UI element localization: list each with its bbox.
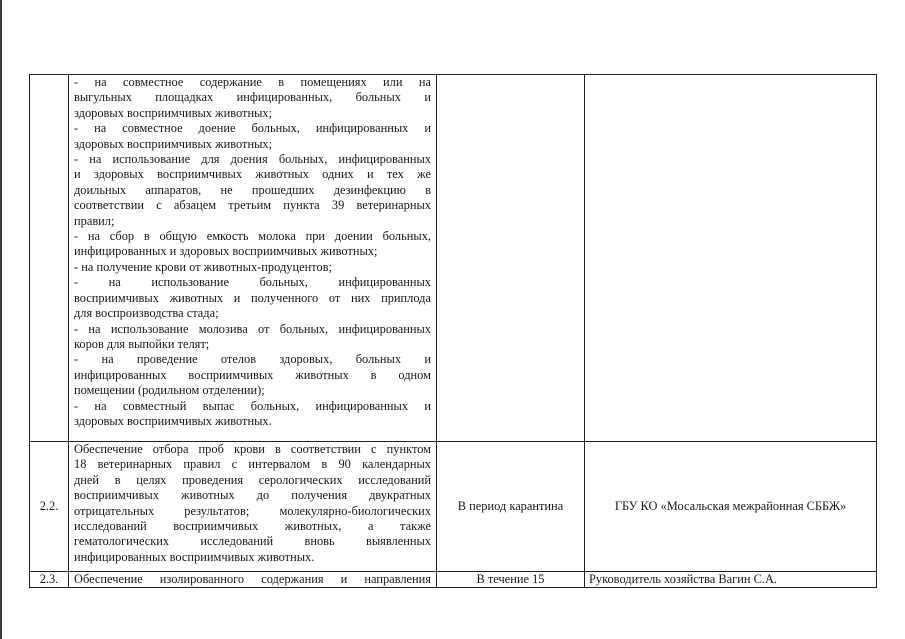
table-row [30,572,877,588]
period-cell [437,75,585,442]
table-row [30,75,877,442]
text-line: дней в целях проведения серологических исследований [74,472,431,487]
text-line: - на использование для доения больных, инфицированных [74,152,431,167]
period-cell: В период карантина [437,442,585,572]
text-line: коров для выпойки телят; [74,336,210,351]
text-line: выгульных площадках инфицированных, больных и [74,90,431,105]
text-line: - на использование больных, инфицированных [74,275,431,290]
text-line: Обеспечение изолированного содержания и направления [74,572,431,586]
responsible-cell: ГБУ КО «Мосальская межрайонная СББЖ» [585,442,877,572]
text-line: доильных аппаратов, не прошедших дезинфекцию в [74,182,431,197]
text-line: - на использование молозива от больных, инфицированных [74,321,431,336]
text-line: гематологических исследований вновь выявленных [74,534,431,549]
text-line: - на совместный выпас больных, инфицированных и [74,398,431,413]
measure-text-cell [69,572,437,588]
text-line: помещении (родильном отделении); [74,383,265,398]
text-line: восприимчивых животных и полученного от них приплода [74,290,431,305]
text-line: восприимчивых животных до получения двукратных [74,488,431,503]
measures-table [29,74,877,588]
row-number-cell [30,75,69,442]
text-line: здоровых восприимчивых животных; [74,105,273,120]
text-line: соответствии с абзацем третьим пункта 39 ветеринарных [74,198,431,213]
text-line: для воспроизводства стада; [74,306,219,321]
text-line: 18 ветеринарных правил с интервалом в 90 календарных [74,457,431,472]
text-line: исследований восприимчивых животных, а также [74,519,431,534]
row-number-cell: 2.3. [30,572,69,588]
text-line: правил; [74,213,115,228]
measure-text-cell [69,442,437,572]
text-line: отрицательных результатов; молекулярно-биологических [74,503,431,518]
text-line: здоровых восприимчивых животных. [74,413,272,428]
measure-text [69,442,436,565]
text-line: и здоровых восприимчивых животных одних и тех же [74,167,431,182]
measure-text [69,572,436,586]
text-line: Обеспечение отбора проб крови в соответствии с пунктом [74,442,431,456]
text-line: инфицированных восприимчивых животных. [74,549,315,564]
row-number-cell: 2.2. [30,442,69,572]
table-row [30,442,877,572]
measure-text [69,75,436,429]
text-line: - на проведение отелов здоровых, больных и [74,352,431,367]
responsible-cell: Руководитель хозяйства Вагин С.А. [585,572,877,588]
text-line: здоровых восприимчивых животных; [74,136,273,151]
text-line: инфицированных и здоровых восприимчивых животных; [74,244,378,259]
text-line: - на получение крови от животных-продуцентов; [74,259,332,274]
text-line: - на совместное содержание в помещениях или на [74,75,431,89]
responsible-cell [585,75,877,442]
period-cell: В течение 15 [437,572,585,588]
text-line: инфицированных восприимчивых животных в одном [74,367,431,382]
scan-border-edge [0,0,2,639]
text-line: - на совместное доение больных, инфицированных и [74,121,431,136]
text-line: - на сбор в общую емкость молока при доении больных, [74,229,431,244]
measure-text-cell [69,75,437,442]
